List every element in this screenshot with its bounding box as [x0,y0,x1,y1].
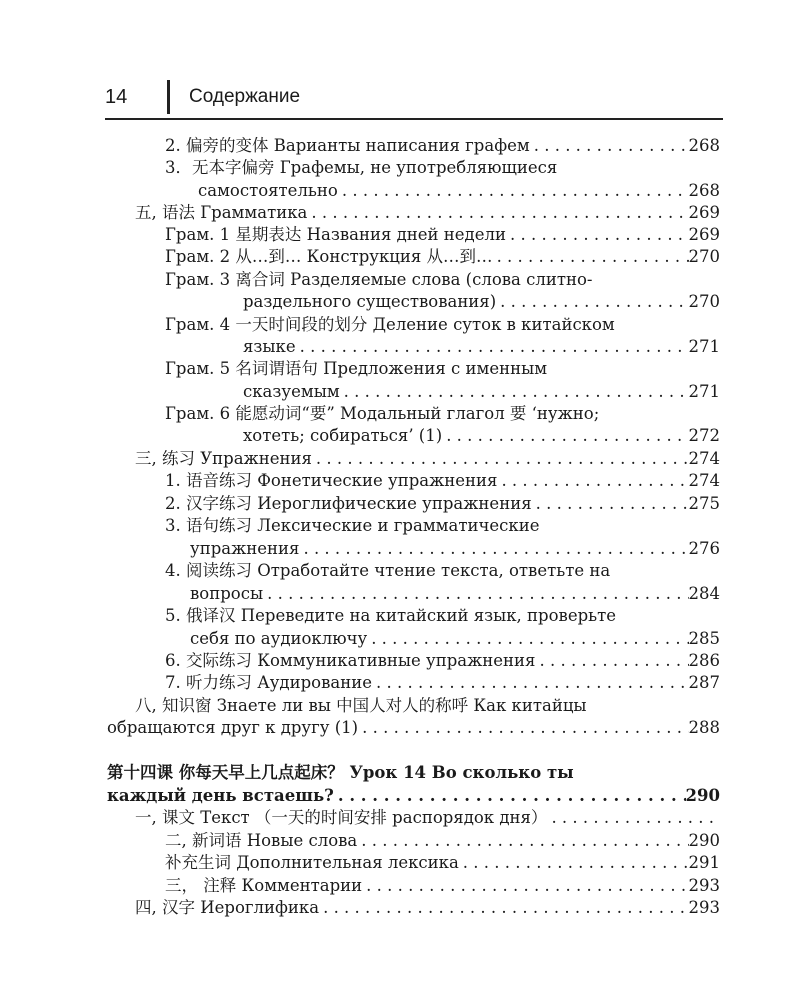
leader-dots [263,583,688,605]
leader-dots [532,493,689,515]
toc-entry [165,852,720,874]
toc-entry-text: самостоятельно [198,181,338,200]
toc-page: 293 [688,876,720,895]
toc-page: 272 [688,426,720,445]
lesson-heading-continuation [107,785,720,807]
toc-entry-text: 1. 语音练习 Фонетические упражнения [165,471,498,490]
toc-page: 275 [688,494,720,513]
toc-entry-text: языке [243,337,296,356]
toc-entry-text: обращаются друг к другу (1) [107,718,359,737]
toc-entry [165,403,720,425]
toc-entry-text: 八, 知识窗 Знаете ли вы 中国人对人的称呼 Как китайцы [135,696,587,715]
leader-dots [496,291,688,313]
toc-entry-continuation [107,717,720,739]
toc-entry-text: вопросы [190,584,264,603]
toc-page: 290 [685,786,720,805]
toc-entry [165,672,720,694]
toc-entry-continuation [198,180,720,202]
toc-entry [165,314,720,336]
toc-entry-text: 二, 新词语 Новые слова [165,831,358,850]
toc-entry-continuation [190,583,720,605]
toc-entry-continuation [243,291,720,313]
toc-entry-text: 补充生词 Дополнительная лексика [165,853,459,872]
toc-entry-text: 3. 语句练习 Лексические и грамматические [165,516,540,535]
toc-page: 293 [688,898,720,917]
toc-page: 274 [688,471,720,490]
toc-entry-text: 五, 语法 Грамматика [135,203,308,222]
toc-entry-text: Грам. 1 星期表达 Названия дней недели [165,225,506,244]
leader-dots [497,470,688,492]
toc-page: 269 [688,203,720,222]
toc-entry-text: 2. 偏旁的变体 Варианты написания графем [165,136,530,155]
toc-entry [165,605,720,627]
toc-entry-text: хотеть; собираться’ (1) [243,426,443,445]
toc-entry-continuation [243,425,720,447]
leader-dots [357,830,688,852]
toc-entry [165,493,720,515]
toc-entry-text: 第十四课 你每天早上几点起床？ Урок 14 Во сколько ты [107,763,574,782]
toc-entry [165,830,720,852]
toc-entry-continuation [190,538,720,560]
toc-page: 285 [688,629,720,648]
leader-dots [334,785,686,807]
toc-entry [165,358,720,380]
toc-entry-continuation [190,628,720,650]
toc-section [135,202,720,224]
leader-dots [312,448,689,470]
toc-page: 271 [688,382,720,401]
toc-entry [165,560,720,582]
toc-section [135,695,720,717]
toc-entry-continuation [243,381,720,403]
toc-entry-text: сказуемым [243,382,340,401]
toc-entry-text: 2. 汉字练习 Иероглифические упражнения [165,494,532,513]
toc-entry-text: 7. 听力练习 Аудирование [165,673,372,692]
toc-section [135,807,720,829]
toc-page: 271 [688,337,720,356]
leader-dots [340,381,689,403]
toc-entry [165,875,720,897]
toc-entry-text: 三, 练习 Упражнения [135,449,312,468]
leader-dots [530,135,689,157]
toc-page: 274 [688,449,720,468]
toc-entry [165,515,720,537]
toc-entry-continuation [243,336,720,358]
leader-dots [459,852,689,874]
toc-entry [165,650,720,672]
toc-entry-text: 5. 俄译汉 Переведите на китайский язык, проверьте [165,606,617,625]
toc-page: 286 [688,651,720,670]
leader-dots [362,875,688,897]
leader-dots [535,650,688,672]
toc-entry [165,269,720,291]
toc-page: 269 [688,225,720,244]
toc-entry-text: 6. 交际练习 Коммуникативные упражнения [165,651,536,670]
toc-entry [165,135,720,157]
toc-entry-text: 四, 汉字 Иероглифика [135,898,320,917]
toc-entry-text: 三， 注释 Комментарии [165,876,363,895]
toc-page: 287 [688,673,720,692]
leader-dots [307,202,688,224]
toc-entry-text: каждый день встаешь? [107,786,334,805]
running-title: Содержание [189,86,301,107]
toc-page: 268 [688,181,720,200]
toc-entry-text: 3．无本字偏旁 Графемы, не употребляющиеся [165,158,558,177]
toc-entry [165,246,720,268]
leader-dots [493,246,689,268]
toc-page: 270 [688,292,720,311]
leader-dots [296,336,689,358]
toc-entry [165,224,720,246]
leader-dots [372,672,689,694]
toc-page: 288 [688,718,720,737]
toc-entry-text: Грам. 6 能愿动词“要” Модальный глагол 要 ‘нужно; [165,404,600,423]
toc-page: 291 [688,853,720,872]
toc-section [135,897,720,919]
toc-section [135,448,720,470]
toc-entry-text: Грам. 4 一天时间段的划分 Деление суток в китайском [165,315,615,334]
leader-dots [319,897,688,919]
toc-page: 270 [688,247,720,266]
toc-page: 290 [688,831,720,850]
page-number: 14 [105,86,128,108]
leader-dots [367,628,688,650]
toc-entry-text: раздельного существования) [243,292,497,311]
toc-entry-text: себя по аудиоключу [190,629,368,648]
leader-dots [506,224,689,246]
lesson-heading [107,762,720,784]
toc-entry-text: Грам. 5 名词谓语句 Предложения с именным [165,359,548,378]
leader-dots [442,425,688,447]
leader-dots [358,717,688,739]
toc-entry-text: 一, 课文 Текст （一天的时间安排 распорядок дня） [135,808,548,827]
toc-entry-text: Грам. 2 从…到… Конструкция 从…到… [165,247,493,266]
toc-entry-text: Грам. 3 离合词 Разделяемые слова (слова слитно- [165,270,593,289]
toc-entry [165,157,720,179]
toc-entry-text: 4. 阅读练习 Отработайте чтение текста, ответьте на [165,561,611,580]
toc-entry [165,470,720,492]
leader-dots [299,538,688,560]
toc-page: 284 [688,584,720,603]
leader-dots [547,807,720,829]
toc-page: 276 [688,539,720,558]
leader-dots [338,180,689,202]
toc-page: 268 [688,136,720,155]
toc-entry-text: упражнения [190,539,300,558]
